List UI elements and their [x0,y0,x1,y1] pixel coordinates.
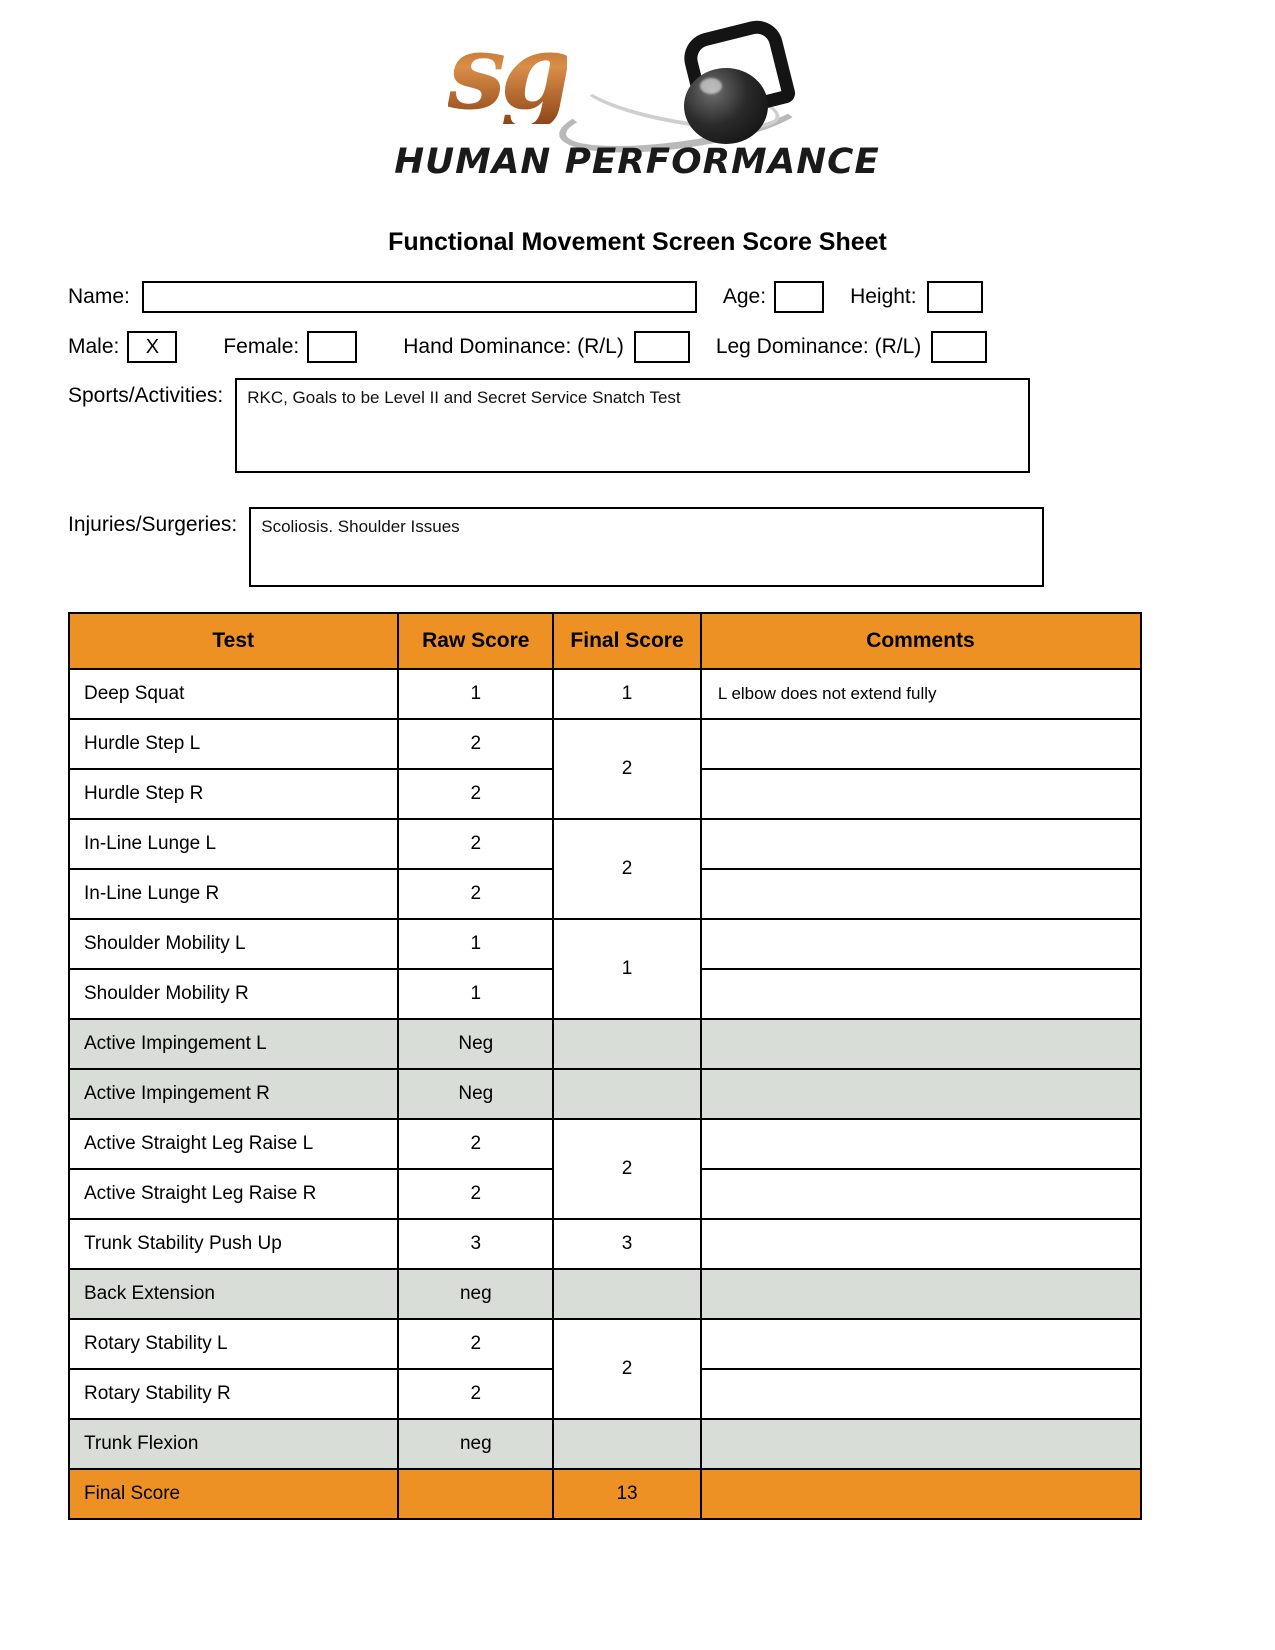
table-total-row [69,1469,1141,1519]
name-row [68,278,1208,316]
row-final-score [553,1269,701,1319]
table-row [69,819,1141,869]
row-raw-score[interactable]: 2 [398,719,553,769]
row-comments[interactable] [701,1169,1141,1219]
sports-textarea[interactable]: RKC, Goals to be Level II and Secret Service Snatch Test [235,378,1030,473]
row-raw-score[interactable]: Neg [398,1069,553,1119]
row-comments[interactable] [701,719,1141,769]
injuries-row [68,507,1208,587]
total-raw-empty [398,1469,553,1519]
hand-dominance-label: Hand Dominance: (R/L) [403,335,624,358]
demographics-row [68,328,1208,366]
sports-label: Sports/Activities: [68,384,224,407]
logo-wordmark: HUMAN PERFORMANCE [394,142,881,182]
row-final-score[interactable]: 1 [553,669,701,719]
total-final-score: 13 [553,1469,701,1519]
name-input[interactable] [142,281,697,313]
table-row [69,1069,1141,1119]
age-input[interactable] [774,281,824,313]
row-test-name: Active Straight Leg Raise L [69,1119,398,1169]
row-raw-score[interactable]: 2 [398,769,553,819]
row-comments[interactable]: L elbow does not extend fully [701,669,1141,719]
name-label: Name: [68,285,130,308]
table-row [69,1019,1141,1069]
table-row [69,1319,1141,1369]
row-test-name: Rotary Stability R [69,1369,398,1419]
row-raw-score[interactable]: 1 [398,969,553,1019]
row-comments[interactable] [701,969,1141,1019]
table-row [69,1419,1141,1469]
injuries-textarea[interactable]: Scoliosis. Shoulder Issues [249,507,1044,587]
patient-info-form [68,278,1208,587]
row-test-name: Active Impingement R [69,1069,398,1119]
table-row [69,1269,1141,1319]
row-test-name: Shoulder Mobility L [69,919,398,969]
row-test-name: Hurdle Step R [69,769,398,819]
row-comments[interactable] [701,1219,1141,1269]
logo-mark [438,10,838,148]
leg-dominance-label: Leg Dominance: (R/L) [715,335,922,358]
height-input[interactable] [927,281,983,313]
row-test-name: Deep Squat [69,669,398,719]
age-label: Age: [722,285,767,308]
row-test-name: Hurdle Step L [69,719,398,769]
row-raw-score[interactable]: Neg [398,1019,553,1069]
row-raw-score[interactable]: 2 [398,1369,553,1419]
leg-dominance-input[interactable] [931,331,987,363]
row-raw-score[interactable]: 2 [398,1319,553,1369]
table-row [69,1219,1141,1269]
table-header-row [69,613,1141,669]
table-row [69,919,1141,969]
row-raw-score[interactable]: 2 [398,819,553,869]
row-test-name: In-Line Lunge R [69,869,398,919]
row-test-name: Trunk Flexion [69,1419,398,1469]
row-comments[interactable] [701,769,1141,819]
page-title: Functional Movement Screen Score Sheet [388,228,887,256]
header-raw-score: Raw Score [398,613,553,669]
row-raw-score[interactable]: 3 [398,1219,553,1269]
row-final-score[interactable]: 2 [553,1319,701,1419]
row-test-name: Rotary Stability L [69,1319,398,1369]
row-raw-score[interactable]: 2 [398,869,553,919]
row-test-name: Trunk Stability Push Up [69,1219,398,1269]
row-raw-score[interactable]: 1 [398,669,553,719]
row-final-score[interactable]: 3 [553,1219,701,1269]
fms-score-table [68,612,1142,1520]
male-checkbox[interactable]: X [127,331,177,363]
row-raw-score[interactable]: 1 [398,919,553,969]
row-final-score[interactable]: 2 [553,819,701,919]
row-comments[interactable] [701,1369,1141,1419]
logo-sg-text: sg [447,10,567,133]
table-row [69,719,1141,769]
row-comments[interactable] [701,819,1141,869]
sports-row [68,378,1208,473]
height-label: Height: [850,285,917,308]
table-row [69,669,1141,719]
header-final-score: Final Score [553,613,701,669]
row-comments [701,1419,1141,1469]
row-comments[interactable] [701,869,1141,919]
female-checkbox[interactable] [307,331,357,363]
hand-dominance-input[interactable] [634,331,690,363]
total-label: Final Score [69,1469,398,1519]
kettlebell-icon [670,26,790,144]
row-comments[interactable] [701,1119,1141,1169]
row-final-score [553,1019,701,1069]
row-final-score[interactable]: 2 [553,719,701,819]
row-test-name: Back Extension [69,1269,398,1319]
kettlebell-ball [684,68,768,144]
row-final-score [553,1069,701,1119]
total-comments-empty [701,1469,1141,1519]
row-test-name: Shoulder Mobility R [69,969,398,1019]
injuries-label: Injuries/Surgeries: [68,513,238,536]
company-logo [0,10,1275,198]
row-comments [701,1019,1141,1069]
table-row [69,1119,1141,1169]
row-final-score[interactable]: 2 [553,1119,701,1219]
header-test: Test [69,613,398,669]
header-comments: Comments [701,613,1141,669]
row-raw-score[interactable]: 2 [398,1169,553,1219]
row-raw-score[interactable]: neg [398,1269,553,1319]
row-test-name: Active Straight Leg Raise R [69,1169,398,1219]
female-label: Female: [223,335,300,358]
row-comments[interactable] [701,919,1141,969]
row-comments [701,1069,1141,1119]
row-comments[interactable] [701,1319,1141,1369]
row-test-name: In-Line Lunge L [69,819,398,869]
row-final-score[interactable]: 1 [553,919,701,1019]
row-comments [701,1269,1141,1319]
row-test-name: Active Impingement L [69,1019,398,1069]
row-raw-score[interactable]: neg [398,1419,553,1469]
row-raw-score[interactable]: 2 [398,1119,553,1169]
row-final-score [553,1419,701,1469]
male-label: Male: [68,335,120,358]
